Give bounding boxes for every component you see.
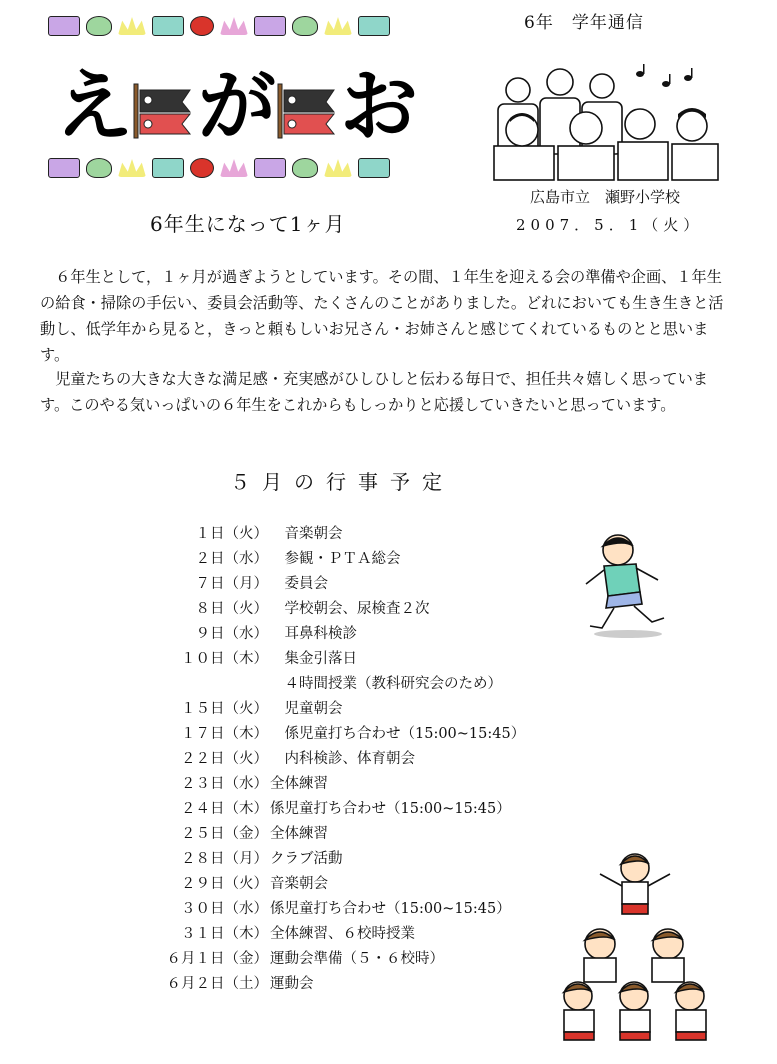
body-paragraph-1: ６年生として，１ヶ月が過ぎようとしています。その間、１年生を迎える会の準備や企画、１年生の給食・掃除の手伝い、委員会活動等、たくさんのことがありました。どれにおいても生き生きと活動し、低学年から見ると，きっと頼もしいお兄さん・お姉さんと感じてくれているものとと思います。 [40, 268, 724, 364]
schedule-row [130, 597, 525, 622]
schedule-date: ２５日（金） [181, 826, 268, 842]
kabuto-icon [324, 17, 352, 35]
koinobori-icon [132, 82, 194, 140]
schedule-row [130, 947, 525, 972]
running-child-icon [578, 530, 678, 640]
kashiwa-mochi-icon [292, 158, 318, 178]
koinobori-icon [152, 16, 184, 36]
schedule-row [130, 872, 525, 897]
schedule-event: 学校朝会、尿検査２次 [270, 601, 430, 617]
schedule-row [130, 972, 525, 997]
schedule-event: 運動会 [270, 976, 314, 992]
schedule-list [130, 522, 525, 997]
schedule-date: １０日（木） [181, 651, 268, 667]
kashiwa-mochi-icon [292, 16, 318, 36]
kintaro-face-icon [190, 158, 214, 178]
schedule-date: ６月１日（金） [166, 951, 268, 967]
schedule-row [130, 897, 525, 922]
schedule-event: 運動会準備（５・６校時） [270, 951, 444, 967]
schedule-date: ９日（水） [195, 626, 268, 642]
issue-date: 2007．5．1（火） [516, 216, 704, 234]
schedule-row [130, 747, 525, 772]
page-subtitle: 6年生になって1ヶ月 [150, 212, 346, 236]
kabuto-icon [220, 159, 248, 177]
kabuto-icon [118, 159, 146, 177]
schedule-event: 音楽朝会 [270, 526, 343, 542]
schedule-date: ２２日（火） [181, 751, 268, 767]
title-char-o: お [340, 62, 419, 152]
schedule-row [130, 647, 525, 672]
grade-label: 6年 学年通信 [524, 13, 644, 33]
schedule-date: ７日（月） [195, 576, 268, 592]
koinobori-icon [48, 158, 80, 178]
schedule-event: 係児童打ち合わせ（15:00~15:45） [270, 901, 511, 917]
school-name: 広島市立 瀬野小学校 [530, 188, 681, 206]
schedule-row [130, 622, 525, 647]
schedule-row [130, 922, 525, 947]
schedule-row [130, 722, 525, 747]
koinobori-icon [254, 158, 286, 178]
kintaro-face-icon [190, 16, 214, 36]
schedule-event: 係児童打ち合わせ（15:00~15:45） [270, 726, 526, 742]
schedule-event: 集金引落日 [270, 651, 357, 667]
schedule-date: ６月２日（土） [166, 976, 268, 992]
schedule-row [130, 672, 525, 697]
schedule-event: 委員会 [270, 576, 328, 592]
schedule-event: 参観・ＰＴＡ総会 [270, 551, 401, 567]
schedule-date: ２日（水） [195, 551, 268, 567]
schedule-date: １５日（火） [181, 701, 268, 717]
schedule-date: ２８日（月） [181, 851, 268, 867]
schedule-event: 係児童打ち合わせ（15:00~15:45） [270, 801, 511, 817]
koinobori-icon [358, 16, 390, 36]
schedule-date: ３１日（木） [181, 926, 268, 942]
title-char-e: え [55, 62, 134, 152]
schedule-row [130, 847, 525, 872]
koinobori-icon [276, 82, 338, 140]
schedule-event: 全体練習 [270, 826, 328, 842]
schedule-date: ２３日（水） [181, 776, 268, 792]
kabuto-icon [324, 159, 352, 177]
schedule-event: 音楽朝会 [270, 876, 328, 892]
kabuto-icon [118, 17, 146, 35]
title-char-ga: が [198, 62, 277, 152]
schedule-row [130, 797, 525, 822]
koinobori-icon [254, 16, 286, 36]
schedule-event: 児童朝会 [270, 701, 343, 717]
schedule-event: 内科検診、体育朝会 [270, 751, 415, 767]
schedule-date: ３０日（水） [181, 901, 268, 917]
schedule-event: ４時間授業（教科研究会のため） [270, 676, 502, 692]
kabuto-icon [220, 17, 248, 35]
schedule-row [130, 572, 525, 597]
koinobori-icon [358, 158, 390, 178]
bottom-deco-strip [48, 158, 390, 178]
schedule-date: ２４日（木） [181, 801, 268, 817]
schedule-row [130, 697, 525, 722]
schedule-date: ２９日（火） [181, 876, 268, 892]
body-paragraph-2: 児童たちの大きな大きな満足感・充実感がひしひしと伝わる毎日で、担任共々嬉しく思っています。このやる気いっぱいの６年生をこれからもしっかりと応援していきたいと思っています。 [40, 370, 708, 414]
human-pyramid-icon [560, 846, 710, 1046]
schedule-row [130, 822, 525, 847]
schedule-date: １７日（木） [181, 726, 268, 742]
top-deco-strip [48, 16, 390, 36]
koinobori-icon [48, 16, 80, 36]
schedule-event: 全体練習 [270, 776, 328, 792]
schedule-date: ８日（火） [195, 601, 268, 617]
schedule-row [130, 547, 525, 572]
koinobori-icon [152, 158, 184, 178]
schedule-row [130, 522, 525, 547]
schedule-date: １日（火） [195, 526, 268, 542]
kashiwa-mochi-icon [86, 158, 112, 178]
schedule-date [130, 672, 270, 697]
schedule-event: クラブ活動 [270, 851, 343, 867]
kashiwa-mochi-icon [86, 16, 112, 36]
schedule-title: ５月の行事予定 [230, 470, 454, 494]
children-singing-icon [488, 64, 724, 182]
schedule-row [130, 772, 525, 797]
schedule-event: 全体練習、６校時授業 [270, 926, 415, 942]
schedule-event: 耳鼻科検診 [270, 626, 357, 642]
